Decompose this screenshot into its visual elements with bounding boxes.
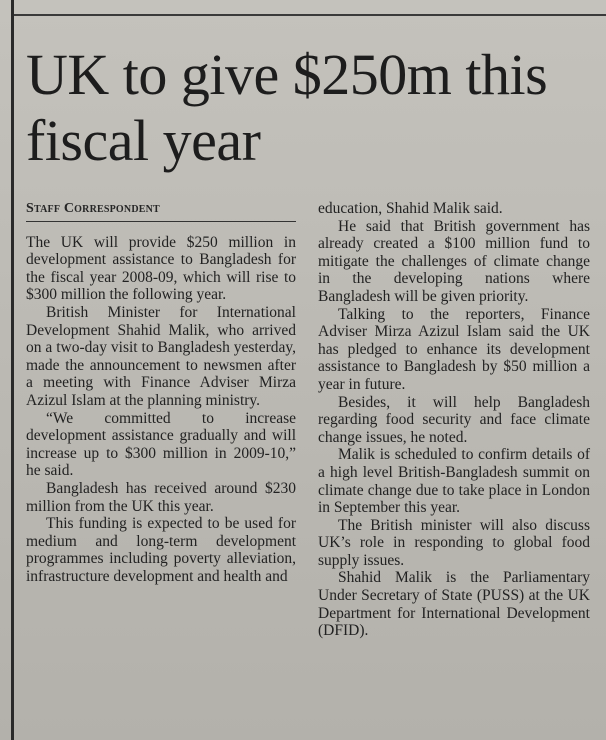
paragraph: British Minister for International Development Shahid Malik, who arrived on a two-day visit to Bangladesh yesterday, made the announcement to newsmen after a meeting with Finance Adviser Mirza Azizul Islam at the planning ministry.: [26, 303, 296, 409]
article-column-right: [318, 200, 590, 640]
paragraph: “We committed to increase development assistance gradually and will increase up to $300 million in 2009-10,” he said.: [26, 409, 296, 480]
paragraph: The British minister will also discuss UK’s role in responding to global food supply issues.: [318, 516, 590, 569]
article-column-left: [26, 200, 296, 585]
paragraph: Talking to the reporters, Finance Adviser Mirza Azizul Islam said the UK has pledged to enhance its development assistance to Bangladesh by $50 million a year in future.: [318, 305, 590, 393]
paragraph: Besides, it will help Bangladesh regarding food security and face climate change issues, he noted.: [318, 393, 590, 446]
paragraph: This funding is expected to be used for medium and long-term development programmes including poverty alleviation, infrastructure development and health and: [26, 515, 296, 585]
paragraph: The UK will provide $250 million in development assistance to Bangladesh for the fiscal year 2008-09, which will rise to $300 million the following year.: [26, 233, 296, 304]
paragraph: Shahid Malik is the Parliamentary Under Secretary of State (PUSS) at the UK Department for International Development (DFID).: [318, 569, 590, 640]
paragraph-continuation: education, Shahid Malik said.: [318, 200, 503, 217]
column-divider-rule: [11, 0, 14, 740]
paragraph: Bangladesh has received around $230 million from the UK this year.: [26, 479, 296, 515]
byline: Staff Correspondent: [26, 200, 296, 222]
article-headline: UK to give $250m this fiscal year: [26, 42, 548, 173]
top-divider-rule: [14, 14, 606, 16]
paragraph: Malik is scheduled to confirm details of a high level British-Bangladesh summit on climate change due to take place in London in September this year.: [318, 446, 590, 517]
paragraph: He said that British government has already created a $100 million fund to mitigate the challenges of climate change in the developing nations where Bangladesh will be given priority.: [318, 217, 590, 305]
